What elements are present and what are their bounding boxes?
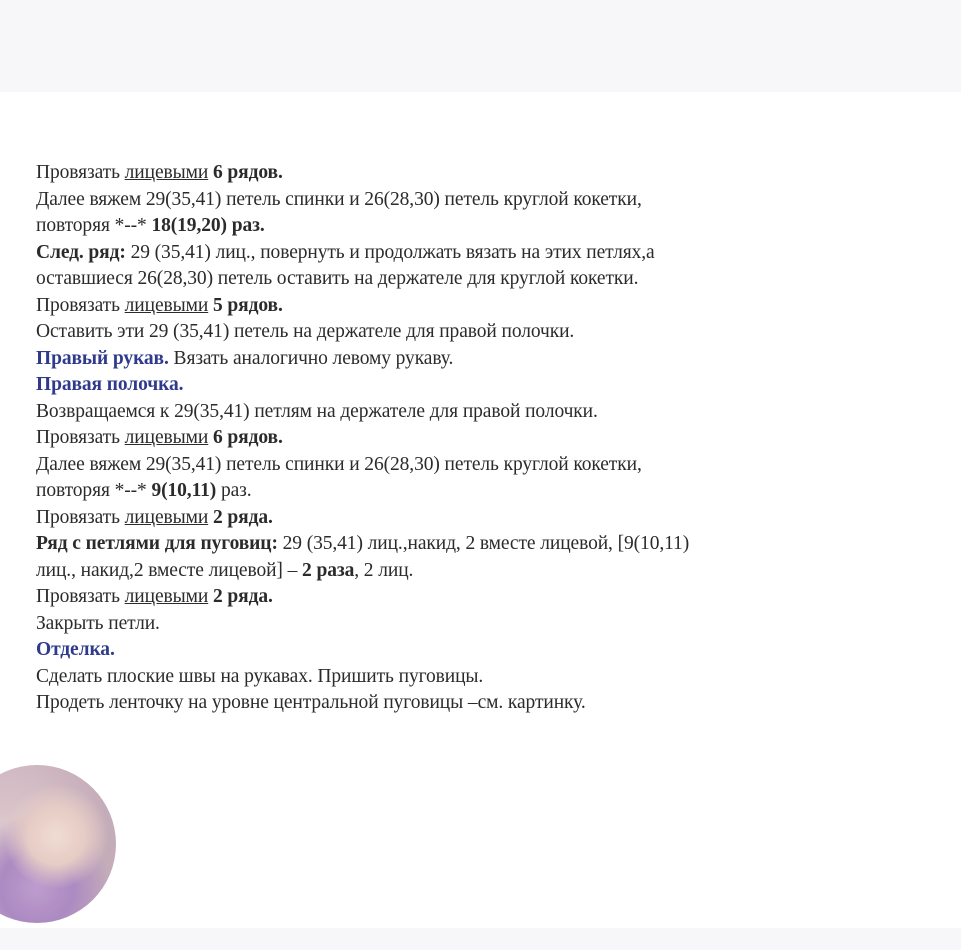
instruction-line xyxy=(36,478,951,505)
text-segment: лицевыми xyxy=(124,506,209,528)
instruction-line xyxy=(36,531,951,558)
text-segment: 18(19,20) xyxy=(151,215,227,236)
text-segment: Провязать xyxy=(36,586,125,607)
text-segment: Ряд с петлями для пуговиц: xyxy=(36,533,278,554)
text-segment: лицевыми xyxy=(124,294,209,316)
text-segment: лицевыми xyxy=(124,162,209,183)
instruction-line xyxy=(36,187,951,214)
section-heading: Правый рукав. xyxy=(36,347,169,369)
instruction-line xyxy=(36,399,951,426)
text-segment: 2 раза xyxy=(302,559,355,581)
instruction-line xyxy=(36,266,951,293)
instruction-line xyxy=(36,558,951,585)
text-segment: лицевыми xyxy=(124,427,209,448)
text-segment: 6 рядов. xyxy=(208,427,283,448)
text-segment: Провязать xyxy=(36,506,125,528)
text-segment: Сделать плоские швы на рукавах. Пришить пуговицы. xyxy=(36,665,484,687)
text-segment: 2 ряда. xyxy=(208,506,273,528)
instruction-line xyxy=(36,346,951,373)
text-segment: 9(10,11) xyxy=(151,480,217,501)
instruction-line xyxy=(36,160,951,187)
instruction-line xyxy=(36,293,951,320)
instruction-line xyxy=(36,372,951,399)
top-band xyxy=(0,0,961,92)
text-segment: , 2 лиц. xyxy=(354,559,414,581)
text-segment: повторяя *--* xyxy=(36,215,152,236)
instruction-line xyxy=(36,664,951,691)
bottom-band xyxy=(0,928,961,950)
text-segment: 2 ряда. xyxy=(208,586,273,607)
text-segment: Закрыть петли. xyxy=(36,612,160,634)
text-segment: повторяя *--* xyxy=(36,480,152,501)
text-segment: 6 рядов. xyxy=(208,162,283,183)
instruction-line xyxy=(36,637,951,664)
text-segment: След. ряд: xyxy=(36,241,126,263)
text-segment: Провязать xyxy=(36,294,125,316)
instruction-line xyxy=(36,690,951,717)
knitting-instructions xyxy=(36,160,951,717)
section-heading: Правая полочка. xyxy=(36,374,184,395)
text-segment: Возвращаемся к 29(35,41) петлям на держателе для правой полочки. xyxy=(36,400,598,422)
instruction-line xyxy=(36,505,951,532)
instruction-line xyxy=(36,584,951,611)
instruction-line xyxy=(36,319,951,346)
text-segment: 29 (35,41) лиц.,накид, 2 вместе лицевой, [9(10,11) xyxy=(277,533,690,554)
text-segment: Вязать аналогично левому рукаву. xyxy=(168,347,454,369)
instruction-line xyxy=(36,452,951,479)
avatar[interactable] xyxy=(0,765,116,923)
text-segment: лиц., накид,2 вместе лицевой] – xyxy=(36,559,303,581)
text-segment: 29 (35,41) лиц., повернуть и продолжать вязать на этих петлях,а xyxy=(125,241,655,263)
section-heading: Отделка. xyxy=(36,639,115,660)
instruction-line xyxy=(36,611,951,638)
text-segment: оставшиеся 26(28,30) петель оставить на держателе для круглой кокетки. xyxy=(36,268,639,289)
text-segment: Провязать xyxy=(36,162,125,183)
instruction-line xyxy=(36,213,951,240)
instruction-line xyxy=(36,240,951,267)
text-segment: 5 рядов. xyxy=(208,294,283,316)
text-segment: раз. xyxy=(216,480,252,501)
instruction-line xyxy=(36,425,951,452)
text-segment: лицевыми xyxy=(124,586,209,607)
text-segment: Продеть ленточку на уровне центральной пуговицы –см. картинку. xyxy=(36,692,586,713)
text-segment: Далее вяжем 29(35,41) петель спинки и 26(28,30) петель круглой кокетки, xyxy=(36,453,642,475)
text-segment: Провязать xyxy=(36,427,125,448)
text-segment: Оставить эти 29 (35,41) петель на держателе для правой полочки. xyxy=(36,321,575,342)
text-segment: Далее вяжем 29(35,41) петель спинки и 26(28,30) петель круглой кокетки, xyxy=(36,188,642,210)
text-segment: раз. xyxy=(226,215,265,236)
